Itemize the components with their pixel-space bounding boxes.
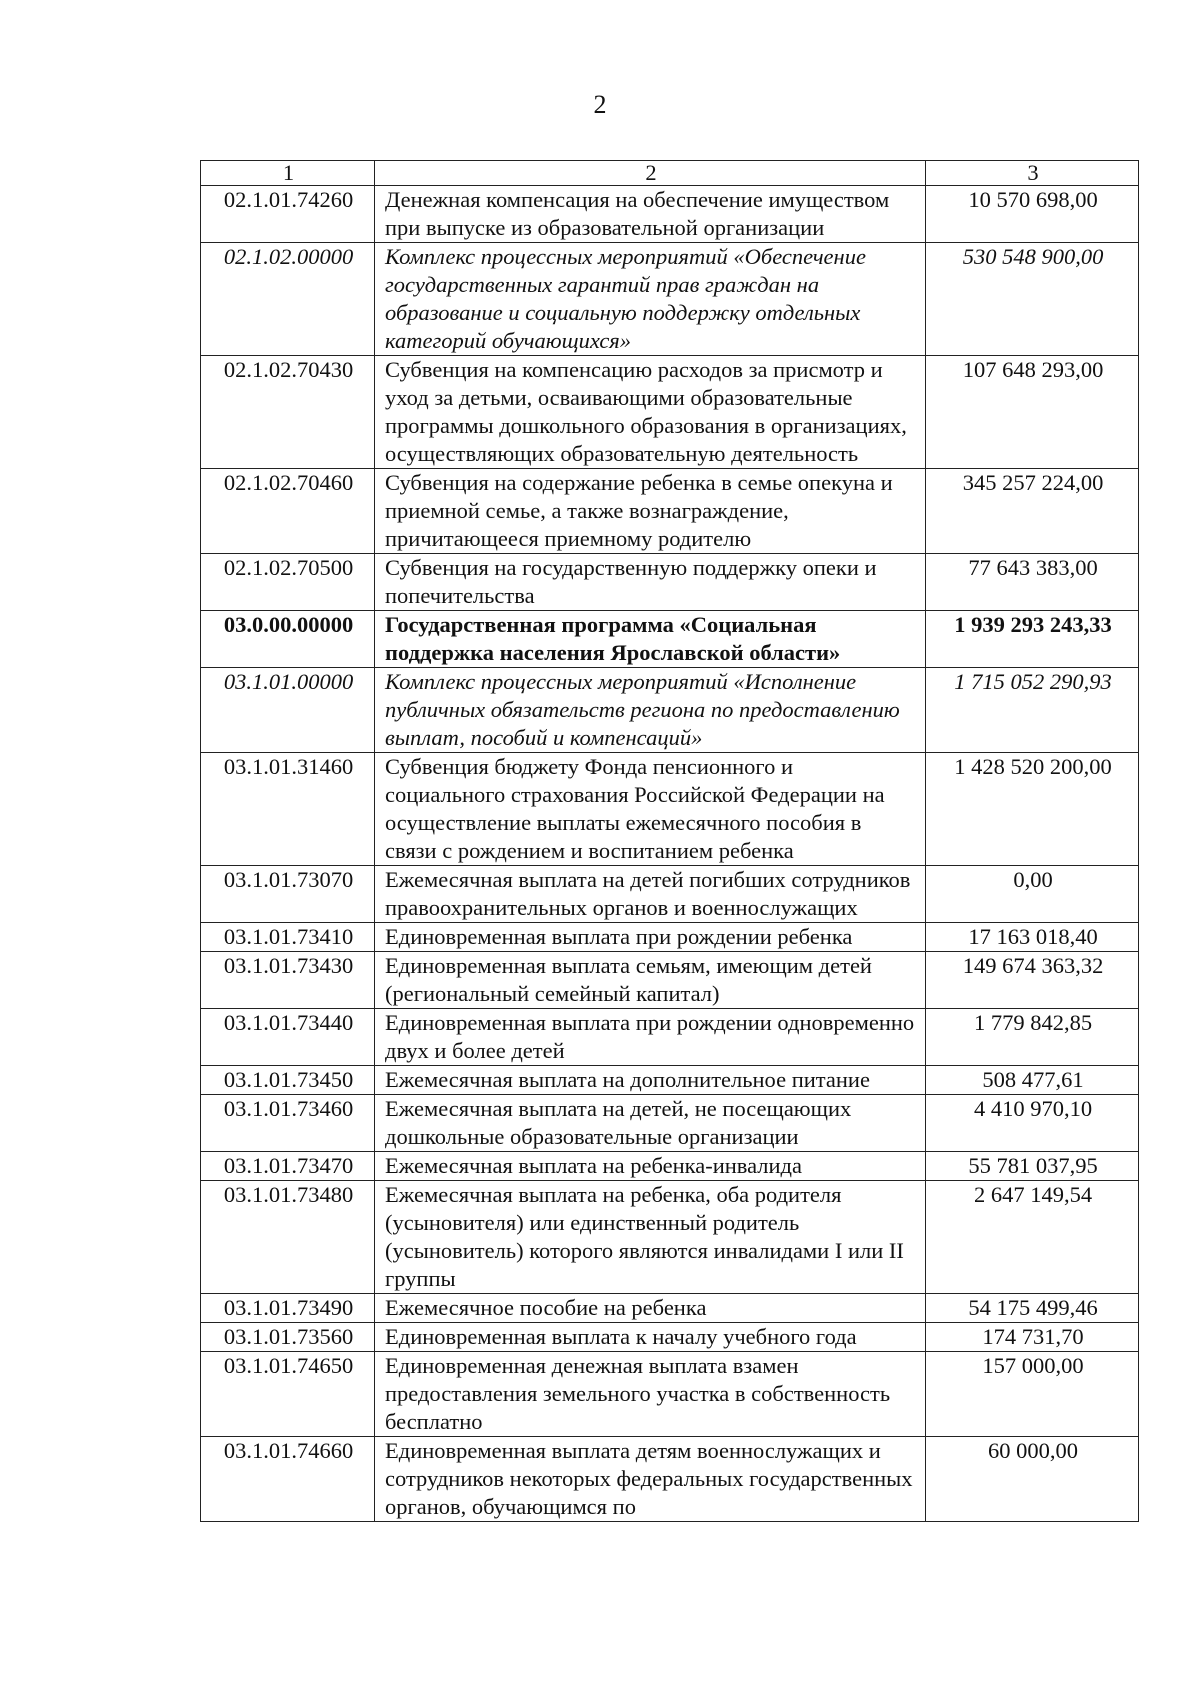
table-header [201,161,1139,186]
code-cell: 02.1.02.70500 [201,554,375,611]
table-row [201,1323,1139,1352]
amount-cell: 0,00 [926,866,1139,923]
name-cell: Субвенция на содержание ребенка в семье опекуна и приемной семье, а также вознаграждение, причитающееся приемному родителю [375,469,926,554]
header-col-2: 2 [375,161,926,186]
code-cell: 03.1.01.00000 [201,668,375,753]
code-cell: 03.1.01.73440 [201,1009,375,1066]
header-col-1: 1 [201,161,375,186]
amount-cell: 1 779 842,85 [926,1009,1139,1066]
name-cell: Ежемесячная выплата на детей погибших сотрудников правоохранительных органов и военнослужащих [375,866,926,923]
budget-table [200,160,1139,1522]
name-cell: Комплекс процессных мероприятий «Исполнение публичных обязательств региона по предоставлению выплат, пособий и компенсаций» [375,668,926,753]
table-row [201,186,1139,243]
name-cell: Единовременная выплата при рождении ребенка [375,923,926,952]
code-cell: 03.1.01.73470 [201,1152,375,1181]
code-cell: 03.1.01.31460 [201,753,375,866]
name-cell: Субвенция на компенсацию расходов за присмотр и уход за детьми, осваивающими образовательные программы дошкольного образования в организациях, осуществляющих образовательную деятельность [375,356,926,469]
table-row [201,1066,1139,1095]
amount-cell: 1 428 520 200,00 [926,753,1139,866]
name-cell: Ежемесячное пособие на ребенка [375,1294,926,1323]
table-row [201,1294,1139,1323]
table-row [201,1152,1139,1181]
table-row [201,866,1139,923]
table-row [201,952,1139,1009]
table-row [201,1181,1139,1294]
amount-cell: 2 647 149,54 [926,1181,1139,1294]
amount-cell: 54 175 499,46 [926,1294,1139,1323]
amount-cell: 60 000,00 [926,1437,1139,1522]
amount-cell: 530 548 900,00 [926,243,1139,356]
name-cell: Ежемесячная выплата на ребенка, оба родителя (усыновителя) или единственный родитель (усыновитель) которого являются инвалидами I или II группы [375,1181,926,1294]
name-cell: Государственная программа «Социальная поддержка населения Ярославской области» [375,611,926,668]
amount-cell: 149 674 363,32 [926,952,1139,1009]
code-cell: 03.1.01.73070 [201,866,375,923]
code-cell: 03.1.01.73410 [201,923,375,952]
table-row [201,611,1139,668]
amount-cell: 345 257 224,00 [926,469,1139,554]
name-cell: Единовременная выплата к началу учебного года [375,1323,926,1352]
amount-cell: 4 410 970,10 [926,1095,1139,1152]
name-cell: Субвенция на государственную поддержку опеки и попечительства [375,554,926,611]
name-cell: Единовременная выплата при рождении одновременно двух и более детей [375,1009,926,1066]
table-row [201,356,1139,469]
code-cell: 03.1.01.73430 [201,952,375,1009]
table-row [201,243,1139,356]
table-row [201,668,1139,753]
amount-cell: 10 570 698,00 [926,186,1139,243]
amount-cell: 55 781 037,95 [926,1152,1139,1181]
name-cell: Единовременная выплата детям военнослужащих и сотрудников некоторых федеральных государственных органов, обучающимся по [375,1437,926,1522]
code-cell: 02.1.02.00000 [201,243,375,356]
name-cell: Единовременная выплата семьям, имеющим детей (региональный семейный капитал) [375,952,926,1009]
table-row [201,469,1139,554]
table-row [201,1009,1139,1066]
code-cell: 02.1.02.70460 [201,469,375,554]
amount-cell: 157 000,00 [926,1352,1139,1437]
code-cell: 03.0.00.00000 [201,611,375,668]
amount-cell: 77 643 383,00 [926,554,1139,611]
code-cell: 03.1.01.73490 [201,1294,375,1323]
header-col-3: 3 [926,161,1139,186]
name-cell: Денежная компенсация на обеспечение имуществом при выпуске из образовательной организации [375,186,926,243]
code-cell: 02.1.02.70430 [201,356,375,469]
name-cell: Ежемесячная выплата на детей, не посещающих дошкольные образовательные организации [375,1095,926,1152]
table-row [201,1437,1139,1522]
table-row [201,923,1139,952]
code-cell: 02.1.01.74260 [201,186,375,243]
amount-cell: 508 477,61 [926,1066,1139,1095]
table-row [201,1095,1139,1152]
amount-cell: 174 731,70 [926,1323,1139,1352]
table-row [201,1352,1139,1437]
name-cell: Единовременная денежная выплата взамен предоставления земельного участка в собственность бесплатно [375,1352,926,1437]
code-cell: 03.1.01.73460 [201,1095,375,1152]
table-row [201,554,1139,611]
name-cell: Ежемесячная выплата на дополнительное питание [375,1066,926,1095]
name-cell: Комплекс процессных мероприятий «Обеспечение государственных гарантий прав граждан на образование и социальную поддержку отдельных категорий обучающихся» [375,243,926,356]
header-row [201,161,1139,186]
name-cell: Ежемесячная выплата на ребенка-инвалида [375,1152,926,1181]
amount-cell: 1 939 293 243,33 [926,611,1139,668]
code-cell: 03.1.01.74660 [201,1437,375,1522]
code-cell: 03.1.01.73560 [201,1323,375,1352]
code-cell: 03.1.01.73450 [201,1066,375,1095]
code-cell: 03.1.01.73480 [201,1181,375,1294]
page-number: 2 [593,90,607,119]
amount-cell: 17 163 018,40 [926,923,1139,952]
amount-cell: 107 648 293,00 [926,356,1139,469]
table-body [201,186,1139,1522]
amount-cell: 1 715 052 290,93 [926,668,1139,753]
code-cell: 03.1.01.74650 [201,1352,375,1437]
name-cell: Субвенция бюджету Фонда пенсионного и социального страхования Российской Федерации на осуществление выплаты ежемесячного пособия в связи с рождением и воспитанием ребенка [375,753,926,866]
table-row [201,753,1139,866]
